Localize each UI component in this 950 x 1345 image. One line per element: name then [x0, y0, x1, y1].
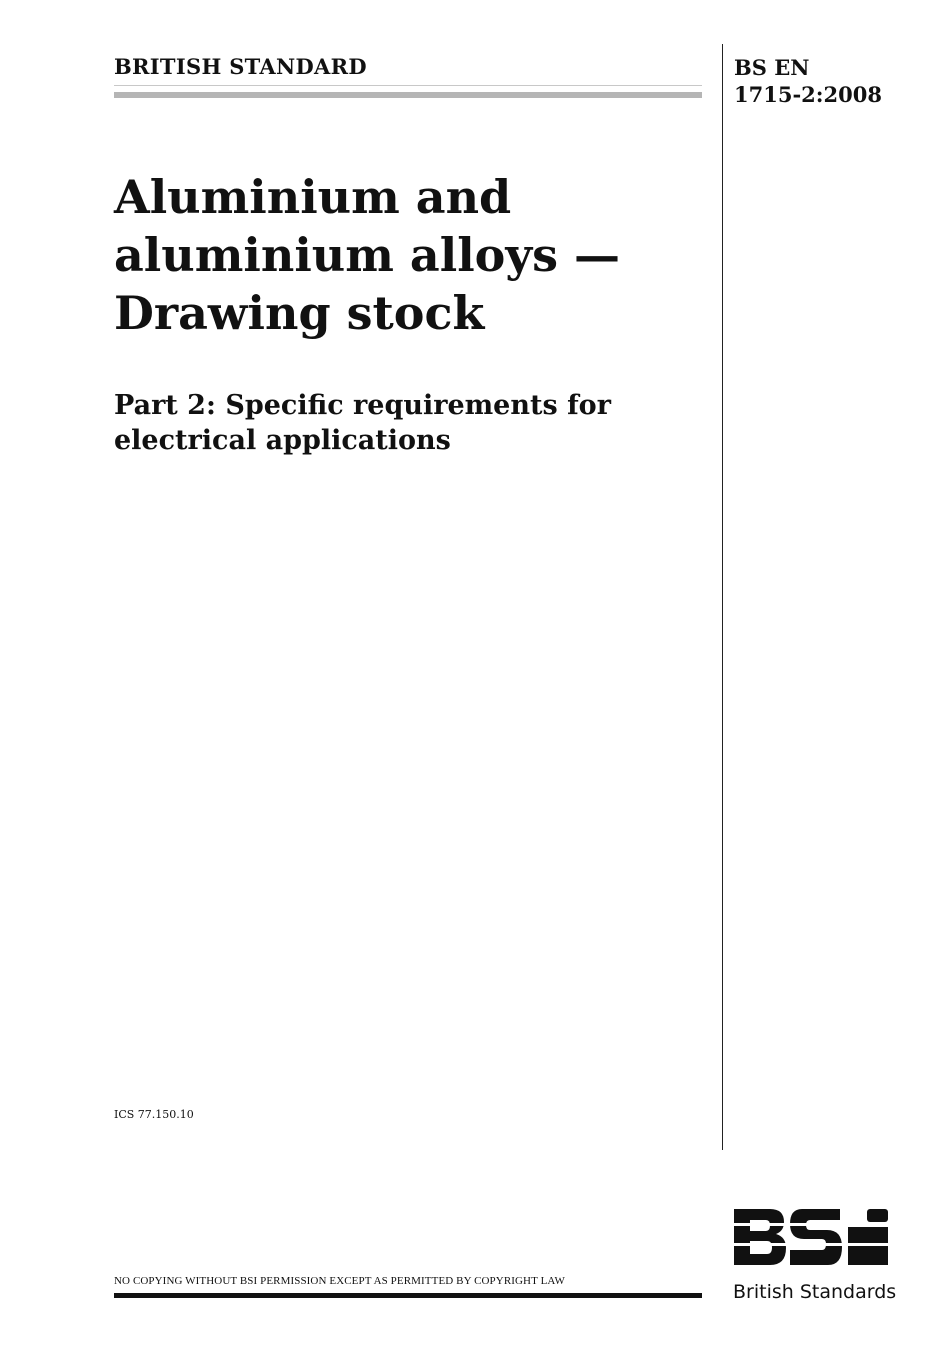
- footer-rule: [114, 1293, 702, 1298]
- document-title: [114, 168, 694, 342]
- title-line3: Drawing stock: [114, 286, 485, 340]
- document-number-line1: BS EN: [734, 55, 810, 80]
- copyright-notice: NO COPYING WITHOUT BSI PERMISSION EXCEPT AS PERMITTED BY COPYRIGHT LAW: [114, 1275, 566, 1287]
- vertical-divider: [722, 44, 723, 1150]
- series-label: BRITISH STANDARD: [114, 54, 367, 79]
- header-rule-thick: [114, 92, 702, 98]
- document-subtitle: [114, 388, 674, 458]
- title-line1: Aluminium and: [114, 170, 512, 224]
- document-number: [734, 54, 882, 108]
- subtitle-line2: electrical applications: [114, 425, 451, 456]
- ics-code: ICS 77.150.10: [114, 1108, 194, 1121]
- bsi-logo-name: British Standards: [733, 1281, 897, 1303]
- title-line2: aluminium alloys —: [114, 228, 620, 282]
- header-rule-thin: [114, 85, 702, 86]
- subtitle-line1: Part 2: Specific requirements for: [114, 390, 611, 421]
- document-number-line2: 1715-2:2008: [734, 82, 882, 107]
